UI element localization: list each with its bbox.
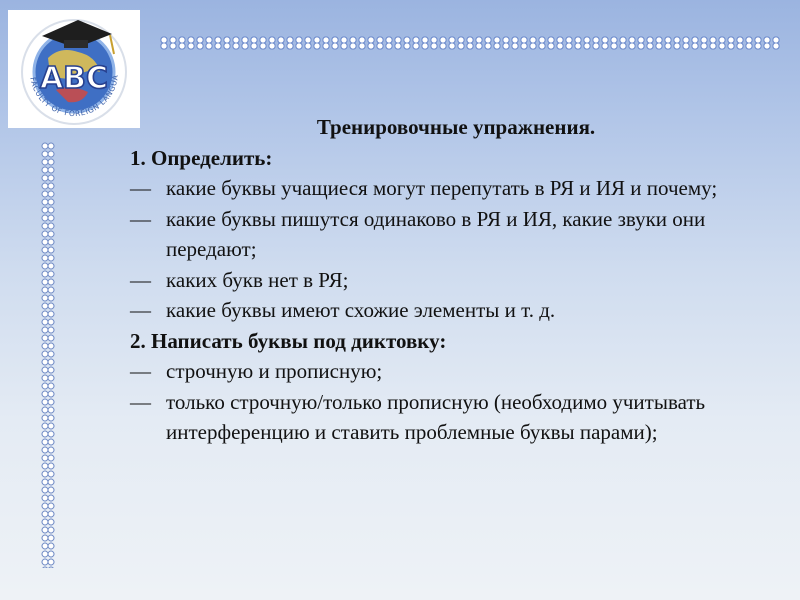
em-dash-bullet: — bbox=[130, 389, 151, 414]
slide-title: Тренировочные упражнения. bbox=[316, 115, 596, 139]
em-dash-bullet: — bbox=[130, 267, 151, 292]
faculty-logo bbox=[8, 10, 140, 128]
list-item-text: какие буквы пишутся одинаково в РЯ и ИЯ, какие звуки они передают; bbox=[166, 206, 706, 261]
logo-letters: ABC bbox=[39, 61, 109, 96]
list-item-text: каких букв нет в РЯ; bbox=[166, 267, 349, 292]
list-item bbox=[130, 204, 770, 265]
list-item bbox=[130, 356, 770, 387]
decorative-dot-border-left bbox=[41, 142, 55, 568]
abc-logo-icon bbox=[8, 10, 140, 128]
em-dash-bullet: — bbox=[130, 206, 151, 231]
slide-content bbox=[130, 112, 770, 448]
list-item-text: строчную и прописную; bbox=[166, 359, 383, 383]
em-dash-bullet: — bbox=[130, 359, 151, 383]
decorative-dot-border-top bbox=[160, 36, 780, 50]
list-item-text: какие буквы имеют схожие элементы и т. д. bbox=[166, 298, 556, 322]
list-item bbox=[130, 387, 770, 448]
list-item bbox=[130, 265, 770, 296]
em-dash-bullet: — bbox=[130, 298, 151, 322]
list-item-text: только строчную/только прописную (необходимо учитывать интерференцию и ставить проблемные буквы парами); bbox=[166, 389, 706, 444]
list-item-text: какие буквы учащиеся могут перепутать в РЯ и ИЯ и почему; bbox=[166, 176, 718, 200]
logo-ring-text: FACULTY OF FOREIGN LANGUA bbox=[28, 74, 120, 119]
section-heading: 1. Определить: bbox=[130, 145, 273, 170]
exercise-sections bbox=[130, 143, 770, 448]
list-item bbox=[130, 295, 770, 326]
list-item bbox=[130, 173, 770, 204]
section-heading: 2. Написать буквы под диктовку: bbox=[130, 328, 447, 353]
em-dash-bullet: — bbox=[130, 176, 151, 200]
